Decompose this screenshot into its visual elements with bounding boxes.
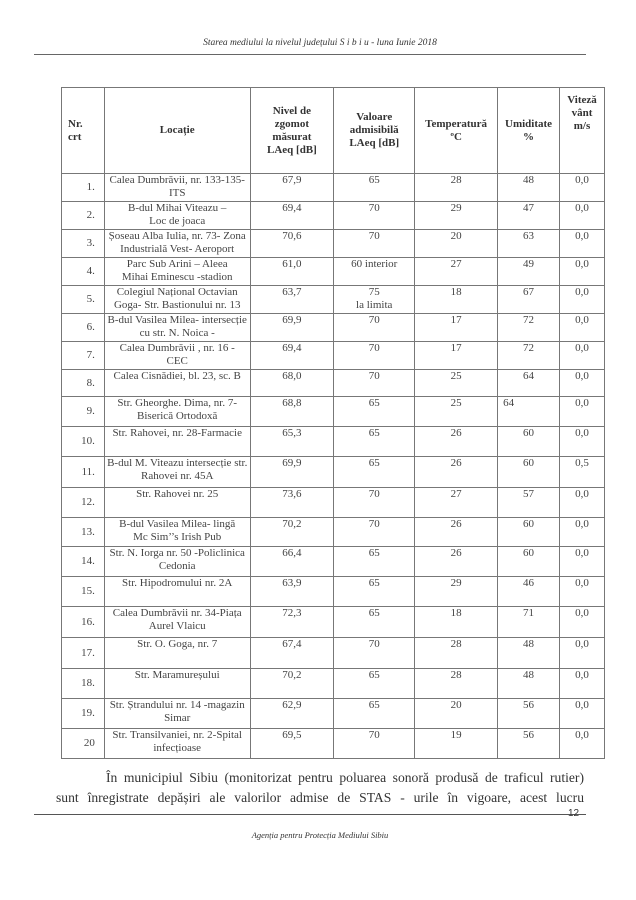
- cell-line: Aurel Vlaicu: [148, 620, 206, 632]
- row-number: 12.: [62, 488, 105, 518]
- cell-line: Calea Dumbrăvii nr. 34-Piața: [112, 607, 242, 619]
- temperature-cell: 19: [415, 729, 498, 759]
- humidity-cell: 47: [498, 202, 560, 230]
- location-cell: [104, 457, 250, 488]
- cell-line: 65: [368, 547, 380, 559]
- table-row: [62, 577, 605, 607]
- location-cell: [104, 286, 250, 314]
- header-line: Nr.: [68, 117, 83, 130]
- admissible-value-cell: [334, 729, 415, 759]
- wind-speed-cell: 0,0: [560, 488, 605, 518]
- cell-line: 65: [368, 174, 380, 186]
- cell-line: ITS: [168, 187, 186, 199]
- admissible-value-cell: [334, 547, 415, 577]
- measured-level-cell: 70,6: [250, 230, 334, 258]
- column-header-location: Locație: [104, 88, 250, 174]
- temperature-cell: 25: [415, 370, 498, 397]
- location-cell: [104, 427, 250, 457]
- humidity-cell: 60: [498, 457, 560, 488]
- humidity-cell: 72: [498, 314, 560, 342]
- location-cell: [104, 547, 250, 577]
- wind-speed-cell: 0,5: [560, 457, 605, 488]
- table-header-row: [62, 88, 605, 174]
- cell-line: Industrială Vest- Aeroport: [120, 243, 235, 255]
- table-row: [62, 314, 605, 342]
- wind-speed-cell: 0,0: [560, 202, 605, 230]
- cell-line: cu str. N. Noica -: [139, 327, 215, 339]
- location-cell: [104, 518, 250, 547]
- header-line: admisibilă: [349, 124, 399, 136]
- table-row: [62, 230, 605, 258]
- cell-line: 65: [368, 577, 380, 589]
- wind-speed-cell: 0,0: [560, 174, 605, 202]
- temperature-cell: 18: [415, 607, 498, 638]
- row-number: 7.: [62, 342, 105, 370]
- location-cell: [104, 607, 250, 638]
- cell-line: Mc Sim’’s Irish Pub: [133, 531, 222, 543]
- column-header-wind-speed: [560, 88, 605, 174]
- header-line: LAeq [dB]: [349, 137, 400, 149]
- row-number: 13.: [62, 518, 105, 547]
- humidity-cell: 48: [498, 638, 560, 669]
- admissible-value-cell: [334, 286, 415, 314]
- measured-level-cell: 67,9: [250, 174, 334, 202]
- cell-line: 70: [368, 729, 380, 741]
- cell-line: 60 interior: [351, 258, 398, 270]
- measured-level-cell: 70,2: [250, 518, 334, 547]
- admissible-value-cell: [334, 669, 415, 699]
- paragraph-line-2: sunt înregistrate depășiri ale valorilor admise de STAS - urile în vigoare, acest lucru: [56, 790, 584, 805]
- column-header-temperature: [415, 88, 498, 174]
- column-header-measured-level: [250, 88, 334, 174]
- wind-speed-cell: 0,0: [560, 258, 605, 286]
- table-row: [62, 699, 605, 729]
- table-row: [62, 427, 605, 457]
- humidity-cell: 60: [498, 547, 560, 577]
- temperature-cell: 28: [415, 669, 498, 699]
- humidity-cell: 60: [498, 518, 560, 547]
- temperature-cell: 26: [415, 457, 498, 488]
- table-row: [62, 258, 605, 286]
- row-number: 19.: [62, 699, 105, 729]
- cell-line: 70: [368, 342, 380, 354]
- location-cell: [104, 488, 250, 518]
- header-line: vânt: [571, 107, 593, 119]
- header-line: LAeq [dB]: [267, 143, 317, 156]
- table-row: [62, 370, 605, 397]
- cell-line: Cedonia: [158, 560, 196, 572]
- location-cell: [104, 258, 250, 286]
- header-line: Temperatură: [425, 117, 488, 130]
- measured-level-cell: 63,7: [250, 286, 334, 314]
- wind-speed-cell: 0,0: [560, 518, 605, 547]
- location-cell: [104, 314, 250, 342]
- cell-line: 70: [368, 202, 380, 214]
- cell-line: 70: [368, 370, 380, 382]
- cell-line: 65: [368, 457, 380, 469]
- humidity-cell: 72: [498, 342, 560, 370]
- cell-line: B-dul Vasilea Milea- intersecție: [107, 314, 247, 326]
- humidity-cell: 57: [498, 488, 560, 518]
- humidity-cell: 63: [498, 230, 560, 258]
- temperature-cell: 28: [415, 174, 498, 202]
- cell-line: B-dul Mihai Viteazu –: [127, 202, 227, 214]
- admissible-value-cell: [334, 258, 415, 286]
- header-line: ºC: [450, 130, 462, 143]
- cell-line: Calea Cisnădiei, bl. 23, sc. B: [113, 370, 241, 382]
- cell-line: Colegiul Național Octavian: [116, 286, 238, 298]
- humidity-cell: 56: [498, 699, 560, 729]
- admissible-value-cell: [334, 202, 415, 230]
- cell-line: Goga- Str. Bastionului nr. 13: [113, 299, 241, 311]
- wind-speed-cell: 0,0: [560, 577, 605, 607]
- cell-line: Str. Rahovei, nr. 28-Farmacie: [112, 427, 242, 439]
- humidity-cell: 48: [498, 174, 560, 202]
- wind-speed-cell: 0,0: [560, 427, 605, 457]
- row-number: 17.: [62, 638, 105, 669]
- cell-line: 70: [368, 638, 380, 650]
- row-number: 5.: [62, 286, 105, 314]
- measured-level-cell: 62,9: [250, 699, 334, 729]
- measured-level-cell: 69,9: [250, 314, 334, 342]
- wind-speed-cell: 0,0: [560, 547, 605, 577]
- table-row: [62, 729, 605, 759]
- admissible-value-cell: [334, 230, 415, 258]
- row-number: 6.: [62, 314, 105, 342]
- measured-level-cell: 70,2: [250, 669, 334, 699]
- cell-line: CEC: [166, 355, 188, 367]
- measured-level-cell: 63,9: [250, 577, 334, 607]
- row-number: 15.: [62, 577, 105, 607]
- table-row: [62, 397, 605, 427]
- wind-speed-cell: 0,0: [560, 314, 605, 342]
- cell-line: 70: [368, 518, 380, 530]
- temperature-cell: 27: [415, 258, 498, 286]
- cell-line: infecțioase: [153, 742, 202, 754]
- header-line: %: [523, 130, 535, 143]
- temperature-cell: 26: [415, 427, 498, 457]
- footer-rule: [34, 814, 586, 815]
- table-row: [62, 174, 605, 202]
- measured-level-cell: 68,0: [250, 370, 334, 397]
- row-number: 8.: [62, 370, 105, 397]
- row-number: 1.: [62, 174, 105, 202]
- table-row: [62, 547, 605, 577]
- location-cell: [104, 342, 250, 370]
- temperature-cell: 25: [415, 397, 498, 427]
- header-line: Viteză: [567, 94, 597, 106]
- row-number: 18.: [62, 669, 105, 699]
- temperature-cell: 20: [415, 699, 498, 729]
- cell-line: 65: [368, 427, 380, 439]
- cell-line: B-dul M. Viteazu intersecție str.: [107, 457, 248, 469]
- row-number: 10.: [62, 427, 105, 457]
- cell-line: 70: [368, 314, 380, 326]
- wind-speed-cell: 0,0: [560, 230, 605, 258]
- cell-line: Calea Dumbrăvii, nr. 133-135-: [109, 174, 245, 186]
- temperature-cell: 26: [415, 518, 498, 547]
- table-row: [62, 457, 605, 488]
- cell-line: Str. Gheorghe. Dima, nr. 7-: [117, 397, 237, 409]
- measured-level-cell: 69,5: [250, 729, 334, 759]
- cell-line: Str. Ștrandului nr. 14 -magazin: [109, 699, 245, 711]
- cell-line: Loc de joaca: [149, 215, 206, 227]
- measured-level-cell: 66,4: [250, 547, 334, 577]
- temperature-cell: 17: [415, 342, 498, 370]
- wind-speed-cell: 0,0: [560, 286, 605, 314]
- measured-level-cell: 69,4: [250, 202, 334, 230]
- humidity-cell: 60: [498, 427, 560, 457]
- table-body: [62, 174, 605, 759]
- temperature-cell: 17: [415, 314, 498, 342]
- location-cell: [104, 577, 250, 607]
- location-cell: [104, 174, 250, 202]
- row-number: 2.: [62, 202, 105, 230]
- admissible-value-cell: [334, 518, 415, 547]
- temperature-cell: 20: [415, 230, 498, 258]
- cell-line: Str. O. Goga, nr. 7: [137, 638, 218, 650]
- measured-level-cell: 69,9: [250, 457, 334, 488]
- table-row: [62, 638, 605, 669]
- measured-level-cell: 68,8: [250, 397, 334, 427]
- admissible-value-cell: [334, 174, 415, 202]
- measured-level-cell: 72,3: [250, 607, 334, 638]
- admissible-value-cell: [334, 607, 415, 638]
- row-number: 9.: [62, 397, 105, 427]
- cell-line: B-dul Vasilea Milea- lingă: [119, 518, 236, 530]
- temperature-cell: 26: [415, 547, 498, 577]
- location-cell: [104, 638, 250, 669]
- cell-line: Calea Dumbrăvii , nr. 16 -: [119, 342, 235, 354]
- humidity-cell: 64: [498, 370, 560, 397]
- admissible-value-cell: [334, 370, 415, 397]
- wind-speed-cell: 0,0: [560, 607, 605, 638]
- body-paragraph: [56, 768, 584, 808]
- cell-line: Str. Rahovei nr. 25: [136, 488, 219, 500]
- cell-line: 75: [368, 286, 380, 298]
- wind-speed-cell: 0,0: [560, 397, 605, 427]
- cell-line: Str. Hipodromului nr. 2A: [122, 577, 233, 589]
- humidity-cell: 64: [498, 397, 560, 427]
- table-row: [62, 607, 605, 638]
- header-line: măsurat: [272, 130, 312, 143]
- table-row: [62, 488, 605, 518]
- running-header: Starea mediului la nivelul județului S i b i u - luna Iunie 2018: [203, 38, 437, 48]
- cell-line: 65: [368, 669, 380, 681]
- row-number: 20: [62, 729, 105, 759]
- admissible-value-cell: [334, 397, 415, 427]
- admissible-value-cell: [334, 314, 415, 342]
- measured-level-cell: 73,6: [250, 488, 334, 518]
- location-cell: [104, 230, 250, 258]
- admissible-value-cell: [334, 488, 415, 518]
- table-row: [62, 286, 605, 314]
- location-cell: [104, 699, 250, 729]
- row-number: 14.: [62, 547, 105, 577]
- admissible-value-cell: [334, 699, 415, 729]
- cell-line: Șoseau Alba Iulia, nr. 73- Zona: [108, 230, 246, 242]
- cell-line: Str. Maramureșului: [134, 669, 220, 681]
- table-row: [62, 669, 605, 699]
- cell-line: Str. Transilvaniei, nr. 2-Spital: [112, 729, 242, 741]
- humidity-cell: 71: [498, 607, 560, 638]
- table-row: [62, 202, 605, 230]
- admissible-value-cell: [334, 342, 415, 370]
- humidity-cell: 46: [498, 577, 560, 607]
- table-row: [62, 518, 605, 547]
- cell-line: 65: [368, 607, 380, 619]
- column-header-nr: [62, 88, 105, 174]
- row-number: 16.: [62, 607, 105, 638]
- temperature-cell: 28: [415, 638, 498, 669]
- location-cell: [104, 202, 250, 230]
- cell-line: 65: [368, 397, 380, 409]
- measured-level-cell: 67,4: [250, 638, 334, 669]
- cell-line: Parc Sub Arini – Aleea: [126, 258, 228, 270]
- wind-speed-cell: 0,0: [560, 342, 605, 370]
- header-line: Valoare: [356, 111, 393, 123]
- running-footer: Agenția pentru Protecția Mediului Sibiu: [251, 830, 389, 840]
- location-cell: [104, 729, 250, 759]
- cell-line: la limita: [356, 299, 393, 311]
- location-cell: [104, 669, 250, 699]
- column-header-humidity: [498, 88, 560, 174]
- admissible-value-cell: [334, 427, 415, 457]
- table-row: [62, 342, 605, 370]
- row-number: 11.: [62, 457, 105, 488]
- wind-speed-cell: 0,0: [560, 370, 605, 397]
- wind-speed-cell: 0,0: [560, 638, 605, 669]
- cell-line: Str. N. Iorga nr. 50 -Policlinica: [109, 547, 245, 559]
- header-rule: [34, 54, 586, 55]
- wind-speed-cell: 0,0: [560, 729, 605, 759]
- humidity-cell: 67: [498, 286, 560, 314]
- header-line: Nivel de: [272, 104, 311, 117]
- row-number: 4.: [62, 258, 105, 286]
- cell-line: 70: [368, 230, 380, 242]
- admissible-value-cell: [334, 457, 415, 488]
- column-header-admissible-value: [334, 88, 415, 174]
- header-line: crt: [68, 130, 82, 143]
- humidity-cell: 56: [498, 729, 560, 759]
- cell-line: Mihai Eminescu -stadion: [121, 271, 233, 283]
- cell-line: Rahovei nr. 45A: [141, 470, 214, 482]
- row-number: 3.: [62, 230, 105, 258]
- humidity-cell: 49: [498, 258, 560, 286]
- noise-measurements-table: [61, 87, 605, 759]
- wind-speed-cell: 0,0: [560, 699, 605, 729]
- measured-level-cell: 61,0: [250, 258, 334, 286]
- cell-line: 65: [368, 699, 380, 711]
- location-cell: [104, 397, 250, 427]
- paragraph-line-1: În municipiul Sibiu (monitorizat pentru poluarea sonoră produsă de traficul rutier): [106, 770, 584, 785]
- temperature-cell: 18: [415, 286, 498, 314]
- temperature-cell: 29: [415, 577, 498, 607]
- header-line: m/s: [573, 120, 591, 132]
- humidity-cell: 48: [498, 669, 560, 699]
- temperature-cell: 29: [415, 202, 498, 230]
- cell-line: 70: [368, 488, 380, 500]
- header-line: Umiditate: [505, 117, 553, 130]
- admissible-value-cell: [334, 638, 415, 669]
- measured-level-cell: 69,4: [250, 342, 334, 370]
- admissible-value-cell: [334, 577, 415, 607]
- measured-level-cell: 65,3: [250, 427, 334, 457]
- cell-line: Simar: [164, 712, 191, 724]
- header-line: zgomot: [274, 117, 310, 130]
- location-cell: [104, 370, 250, 397]
- page-number: 12: [568, 808, 580, 819]
- wind-speed-cell: 0,0: [560, 669, 605, 699]
- cell-line: Biserică Ortodoxă: [137, 410, 218, 422]
- temperature-cell: 27: [415, 488, 498, 518]
